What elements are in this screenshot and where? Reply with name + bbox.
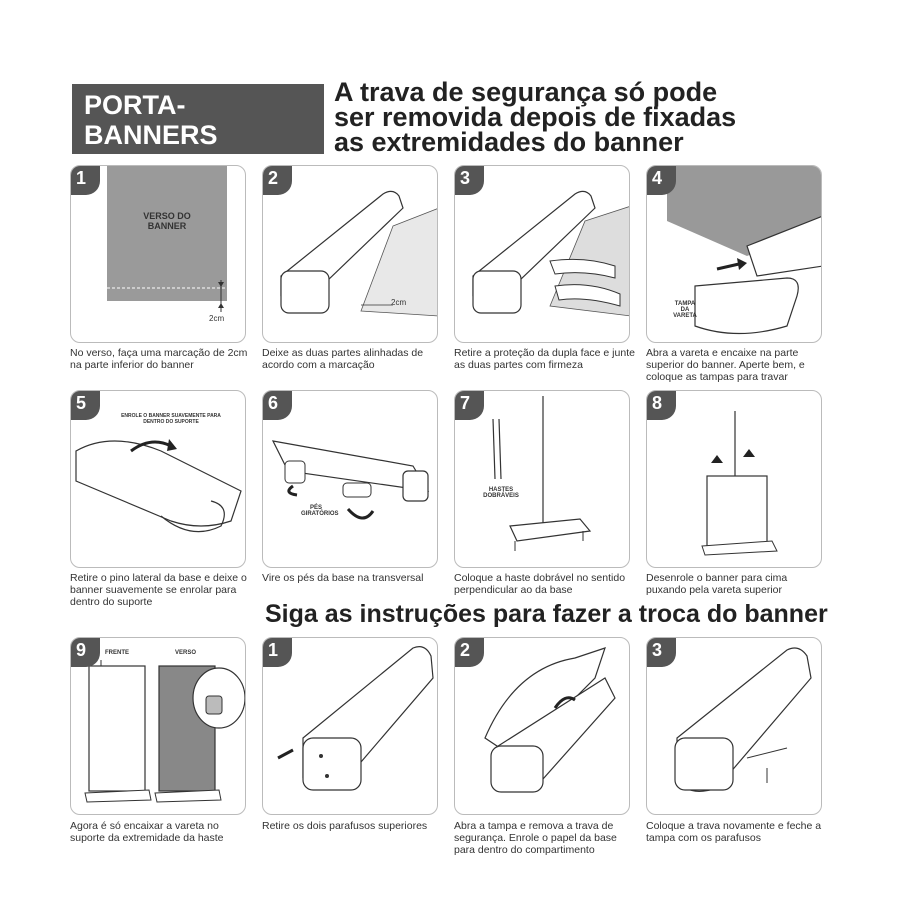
tampa-label: TAMPA DA VARETA <box>673 301 697 319</box>
step-9-caption: Agora é só encaixar a vareta no suporte da extremidade da haste <box>70 820 224 844</box>
step-4-caption: Abra a vareta e encaixe na parte superior do banner. Aperte bem, e coloque as tampas para travar <box>646 347 805 383</box>
headline-line-3: as extremidades do banner <box>334 127 684 157</box>
step-3-caption: Retire a proteção da dupla face e junte as duas partes com firmeza <box>454 347 635 371</box>
step-badge: 3 <box>454 165 484 195</box>
step-2-caption: Deixe as duas partes alinhadas de acordo com a marcação <box>262 347 424 371</box>
rotate-feet-illustration <box>263 391 438 568</box>
verso-label: VERSO DO BANNER <box>143 211 191 231</box>
enrole-label: ENROLE O BANNER SUAVEMENTE PARA DENTRO DO SUPORTE <box>121 413 221 425</box>
step-9-panel <box>70 637 246 815</box>
swap-step-2-caption: Abra a tampa e remova a trava de segurança. Enrole o papel da base para dentro do compartimento <box>454 820 617 856</box>
frente-label: FRENTE <box>105 650 129 656</box>
2cm-label: 2cm <box>391 298 407 307</box>
swap-step-3-caption: Coloque a trava novamente e feche a tampa com os parafusos <box>646 820 822 844</box>
remove-screws-illustration <box>263 638 438 815</box>
open-cover-illustration <box>455 638 630 815</box>
step-7-panel <box>454 390 630 568</box>
swap-step-1-panel <box>262 637 438 815</box>
headline-line-2: ser removida depois de fixadas <box>334 102 737 132</box>
step-badge: 7 <box>454 390 484 420</box>
2cm-label: 2cm <box>209 314 225 323</box>
step-5-caption: Retire o pino lateral da base e deixe o banner suavemente se enrolar para dentro do suporte <box>70 572 247 608</box>
swap-step-2-panel <box>454 637 630 815</box>
step-8-caption: Desenrole o banner para cima puxando pela vareta superior <box>646 572 788 596</box>
hastes-label: HASTES DOBRÁVEIS <box>483 487 519 499</box>
step-badge: 3 <box>646 637 676 667</box>
title-box <box>72 84 324 154</box>
step-1-caption: No verso, faça uma marcação de 2cm na parte inferior do banner <box>70 347 248 371</box>
step-6-panel <box>262 390 438 568</box>
step-8-panel <box>646 390 822 568</box>
step-badge: 2 <box>454 637 484 667</box>
headline-line-1: A trava de segurança só pode <box>334 77 718 107</box>
step-1-panel <box>70 165 246 343</box>
step-badge: 6 <box>262 390 292 420</box>
step-badge: 8 <box>646 390 676 420</box>
headline <box>334 77 814 157</box>
pole-illustration <box>455 391 630 568</box>
step-2-panel <box>262 165 438 343</box>
step-badge: 4 <box>646 165 676 195</box>
step-badge: 5 <box>70 390 100 420</box>
step-5-panel <box>70 390 246 568</box>
step-3-panel <box>454 165 630 343</box>
finished-banner-illustration <box>71 638 246 815</box>
title-line-1: PORTA-BANNERS <box>84 90 218 150</box>
step-7-caption: Coloque a haste dobrável no sentido perpendicular ao da base <box>454 572 626 596</box>
unroll-banner-illustration <box>647 391 822 568</box>
step-4-panel <box>646 165 822 343</box>
close-cover-illustration <box>647 638 822 815</box>
step-badge: 2 <box>262 165 292 195</box>
subheading: Siga as instruções para fazer a troca do banner <box>265 600 828 628</box>
pes-label: PÉS GIRATÓRIOS <box>301 505 339 517</box>
swap-step-1-caption: Retire os dois parafusos superiores <box>262 820 428 832</box>
base-alignment-illustration <box>263 166 438 343</box>
join-tape-illustration <box>455 166 630 343</box>
step-badge: 1 <box>262 637 292 667</box>
step-6-caption: Vire os pés da base na transversal <box>262 572 424 584</box>
step-badge: 9 <box>70 637 100 667</box>
verso-label: VERSO <box>175 650 197 656</box>
step-badge: 1 <box>70 165 100 195</box>
swap-step-3-panel <box>646 637 822 815</box>
